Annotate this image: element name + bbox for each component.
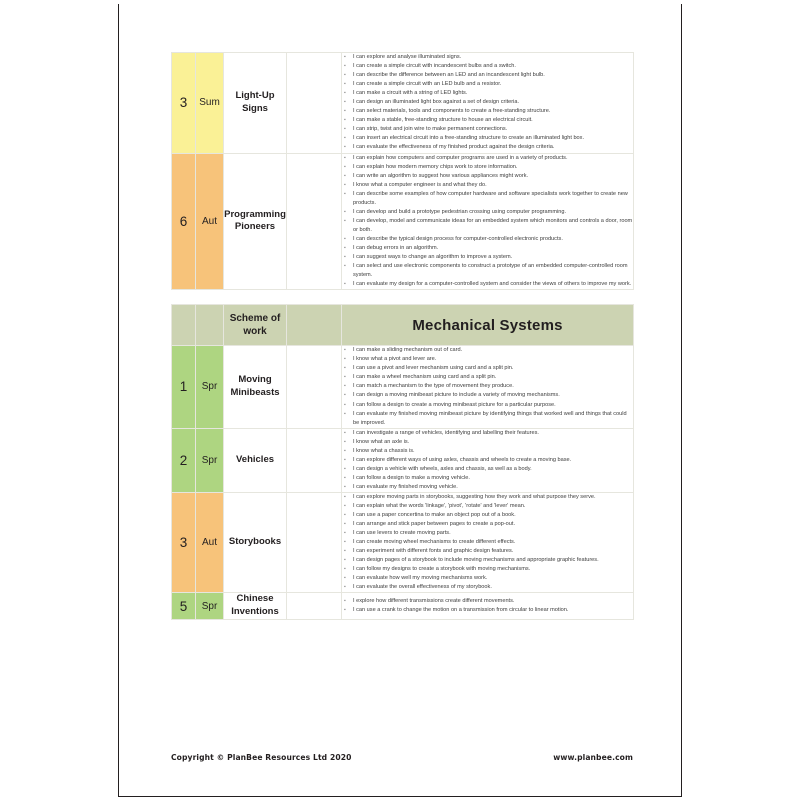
term-cell: Aut: [196, 153, 224, 290]
learning-objectives-cell: [342, 428, 634, 492]
scheme-of-work-cell: Vehicles: [224, 428, 287, 492]
year-group-cell: 3: [172, 53, 196, 154]
objective-item: ▪ I can match a mechanism to the type of movement they produce.: [353, 382, 633, 391]
term-cell: Spr: [196, 346, 224, 428]
year-group-cell: 6: [172, 153, 196, 290]
objective-item: ▪ I can explain how modern memory chips work to store information.: [353, 163, 633, 172]
learning-objectives-cell: [342, 593, 634, 620]
objective-list: [342, 493, 633, 593]
term-cell: Sum: [196, 53, 224, 154]
sheet-content: [171, 52, 633, 620]
objective-item: ▪ I can evaluate the effectiveness of my finished product against the design criteria.: [353, 143, 633, 152]
year-group-cell: 2: [172, 428, 196, 492]
objective-item: ▪ I can develop and build a prototype pedestrian crossing using computer programming.: [353, 208, 633, 217]
table-row: [172, 53, 634, 154]
header-scheme-of-work: Scheme of work: [224, 305, 287, 346]
footer-copyright: Copyright © PlanBee Resources Ltd 2020: [171, 753, 352, 762]
objective-item: ▪ I can describe the typical design process for computer-controlled electronic products.: [353, 235, 633, 244]
table-row: [172, 153, 634, 290]
objective-item: ▪ I can explore different ways of using axles, chassis and wheels to create a moving base.: [353, 456, 633, 465]
document-page: [118, 4, 682, 797]
objective-item: ▪ I can evaluate my finished moving minibeast picture by identifying things that worked well and things that could be improved.: [353, 410, 633, 428]
objective-item: ▪ I know what an axle is.: [353, 438, 633, 447]
objective-item: ▪ I can use a paper concertina to make an object pop out of a book.: [353, 511, 633, 520]
year-group-cell: 1: [172, 346, 196, 428]
objective-item: ▪ I can make a sliding mechanism out of card.: [353, 346, 633, 355]
header-subject-title: Mechanical Systems: [342, 305, 634, 346]
objective-item: ▪ I can evaluate the overall effectiveness of my storybook.: [353, 583, 633, 592]
table-header-row: [172, 305, 634, 346]
objective-item: ▪ I can describe some examples of how computer hardware and software specialists work together to create new products.: [353, 190, 633, 208]
objective-item: ▪ I explore how different transmissions create different movements.: [353, 597, 633, 606]
learning-objectives-cell: [342, 492, 634, 593]
objective-item: ▪ I can arrange and stick paper between pages to create a pop-out.: [353, 520, 633, 529]
objective-item: ▪ I can design an illuminated light box against a set of design criteria.: [353, 98, 633, 107]
objective-item: ▪ I can select materials, tools and components to create a free-standing structure.: [353, 107, 633, 116]
objective-item: ▪ I can create moving wheel mechanisms to create different effects.: [353, 538, 633, 547]
spacer-cell: [287, 53, 342, 154]
objective-item: ▪ I can use levers to create moving parts.: [353, 529, 633, 538]
table-spacer: [171, 290, 633, 304]
objective-item: ▪ I can explain how computers and computer programs are used in a variety of products.: [353, 154, 633, 163]
objective-item: ▪ I can develop, model and communicate ideas for an embedded system which monitors and controls a door, room or both.: [353, 217, 633, 235]
objective-item: ▪ I can insert an electrical circuit into a free-standing structure to create an illuminated light box.: [353, 134, 633, 143]
objective-item: ▪ I can make a circuit with a string of LED lights.: [353, 89, 633, 98]
objective-item: ▪ I can evaluate my design for a computer-controlled system and consider the views of others to improve my work.: [353, 280, 633, 289]
footer-website[interactable]: www.planbee.com: [553, 753, 633, 762]
year-group-cell: 3: [172, 492, 196, 593]
objective-item: ▪ I can design a moving minibeast picture to include a variety of moving mechanisms.: [353, 391, 633, 400]
objective-item: ▪ I can suggest ways to change an algorithm to improve a system.: [353, 253, 633, 262]
objective-item: ▪ I can explore and analyse illuminated signs.: [353, 53, 633, 62]
table-row: [172, 593, 634, 620]
term-cell: Spr: [196, 593, 224, 620]
objective-item: ▪ I know what a chassis is.: [353, 447, 633, 456]
objective-item: ▪ I can describe the difference between an LED and an incandescent light bulb.: [353, 71, 633, 80]
spacer-cell: [287, 346, 342, 428]
objective-item: ▪ I can create a simple circuit with an LED bulb and a resistor.: [353, 80, 633, 89]
objective-item: ▪ I can create a simple circuit with incandescent bulbs and a switch.: [353, 62, 633, 71]
table-row: [172, 492, 634, 593]
year-group-cell: 5: [172, 593, 196, 620]
header-blank-cell: [287, 305, 342, 346]
objective-item: ▪ I can follow a design to create a moving minibeast picture for a particular purpose.: [353, 401, 633, 410]
scheme-of-work-cell: Light-Up Signs: [224, 53, 287, 154]
term-cell: Aut: [196, 492, 224, 593]
electrical-systems-table: [171, 52, 634, 290]
objective-list: [342, 429, 633, 492]
objective-list: [342, 346, 633, 427]
objective-item: ▪ I can evaluate how well my moving mechanisms work.: [353, 574, 633, 583]
scheme-of-work-cell: Programming Pioneers: [224, 153, 287, 290]
objective-item: ▪ I can make a wheel mechanism using card and a split pin.: [353, 373, 633, 382]
learning-objectives-cell: [342, 346, 634, 428]
objective-item: ▪ I know what a computer engineer is and what they do.: [353, 181, 633, 190]
learning-objectives-cell: [342, 153, 634, 290]
objective-item: ▪ I can debug errors in an algorithm.: [353, 244, 633, 253]
objective-item: ▪ I can use a pivot and lever mechanism using card and a split pin.: [353, 364, 633, 373]
objective-item: ▪ I can design a vehicle with wheels, axles and chassis, as well as a body.: [353, 465, 633, 474]
objective-item: ▪ I can investigate a range of vehicles, identifying and labelling their features.: [353, 429, 633, 438]
objective-item: ▪ I can write an algorithm to suggest how various appliances might work.: [353, 172, 633, 181]
objective-item: ▪ I can use a crank to change the motion on a transmission from circular to linear motion.: [353, 606, 633, 615]
spacer-cell: [287, 492, 342, 593]
objective-item: ▪ I can follow a design to make a moving vehicle.: [353, 474, 633, 483]
objective-item: ▪ I can experiment with different fonts and graphic design features.: [353, 547, 633, 556]
spacer-cell: [287, 428, 342, 492]
objective-item: ▪ I can select and use electronic components to construct a prototype of an embedded computer-controlled room system.: [353, 262, 633, 280]
objective-item: ▪ I can explain what the words 'linkage', 'pivot', 'rotate' and 'lever' mean.: [353, 502, 633, 511]
scheme-of-work-cell: Moving Minibeasts: [224, 346, 287, 428]
mechanical-systems-table: [171, 304, 634, 620]
learning-objectives-cell: [342, 53, 634, 154]
objective-list: [342, 597, 633, 615]
scheme-of-work-cell: Storybooks: [224, 492, 287, 593]
spacer-cell: [287, 153, 342, 290]
objective-list: [342, 154, 633, 290]
header-term-cell: [196, 305, 224, 346]
objective-item: ▪ I can explore moving parts in storybooks, suggesting how they work and what purpose they serve.: [353, 493, 633, 502]
objective-item: ▪ I can strip, twist and join wire to make permanent connections.: [353, 125, 633, 134]
term-cell: Spr: [196, 428, 224, 492]
scheme-of-work-cell: Chinese Inventions: [224, 593, 287, 620]
header-year-cell: [172, 305, 196, 346]
page-footer: [171, 753, 633, 762]
objective-item: ▪ I can evaluate my finished moving vehicle.: [353, 483, 633, 492]
objective-list: [342, 53, 633, 153]
table-row: [172, 346, 634, 428]
objective-item: ▪ I know what a pivot and lever are.: [353, 355, 633, 364]
tables-container: [171, 52, 633, 620]
objective-item: ▪ I can make a stable, free-standing structure to house an electrical circuit.: [353, 116, 633, 125]
objective-item: ▪ I can follow my designs to create a storybook with moving mechanisms.: [353, 565, 633, 574]
table-row: [172, 428, 634, 492]
objective-item: ▪ I can design pages of a storybook to include moving mechanisms and appropriate graphic features.: [353, 556, 633, 565]
spacer-cell: [287, 593, 342, 620]
